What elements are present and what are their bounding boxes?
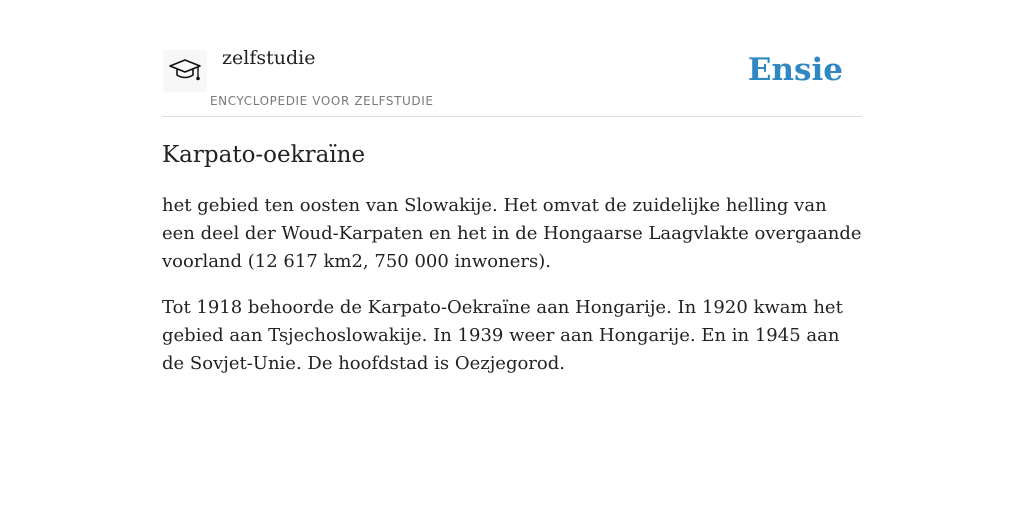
article-paragraph: het gebied ten oosten van Slowakije. Het omvat de zuidelijke helling van een deel der Woud-Karpaten en het in de Hongaarse Laagvlakte overgaande voorland (12 617 km2, 750 000 inwoners).: [162, 195, 862, 272]
graduation-cap-icon[interactable]: [163, 50, 207, 92]
site-header: [162, 0, 862, 117]
article-body: [162, 192, 862, 396]
page: [162, 0, 862, 374]
article-title: Karpato-oekraïne: [162, 142, 366, 168]
brand-logo-link[interactable]: Ensie: [747, 52, 843, 88]
site-tagline: ENCYCLOPEDIE VOOR ZELFSTUDIE: [210, 94, 434, 108]
article-paragraph: Tot 1918 behoorde de Karpato-Oekraïne aan Hongarije. In 1920 kwam het gebied aan Tsjechoslowakije. In 1939 weer aan Hongarije. En in 1945 aan de Sovjet-Unie. De hoofdstad is Oezjegorod.: [162, 297, 843, 374]
site-name-link[interactable]: zelfstudie: [222, 47, 316, 69]
